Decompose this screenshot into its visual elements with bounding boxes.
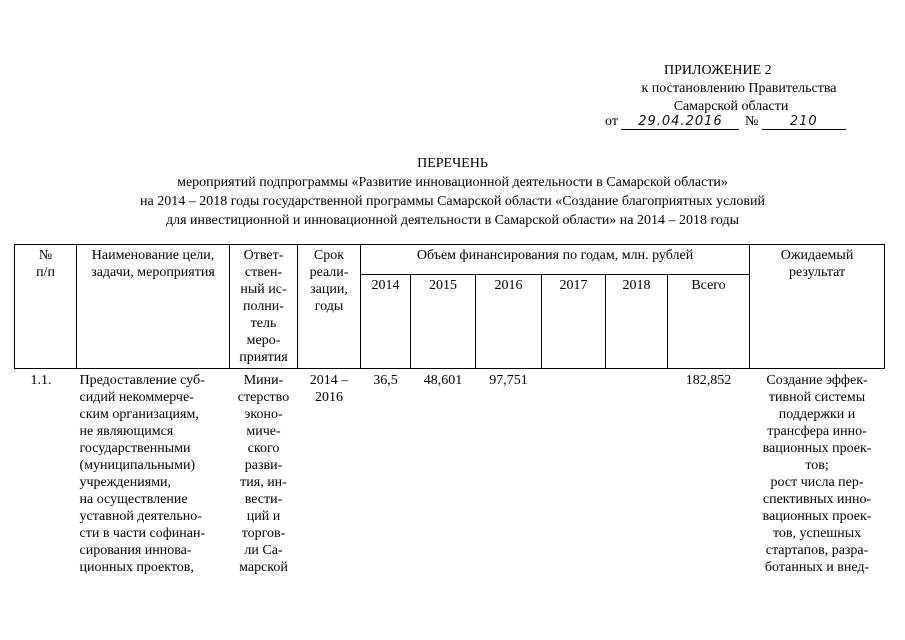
header-year-2018: 2018	[606, 275, 668, 369]
row-name: Предоставление суб- сидий некоммерче- ским организациям, не являющимся государственными (муниципальными) учреждениями, на осуществление уставной деятельно- сти в части софинан- сирования иннова- ционных проектов,	[79, 373, 206, 575]
handwritten-number: 210	[762, 114, 846, 130]
heading-line-3: для инвестиционной и инновационной деятельности в Самарской области» на 2014 – 2018 годы	[165, 213, 740, 228]
appendix-block	[560, 62, 900, 116]
table-row	[15, 369, 885, 579]
header-row-1	[15, 245, 885, 275]
header-name: Наименование цели, задачи, мероприятия	[77, 245, 230, 369]
row-value-2018	[606, 369, 668, 579]
appendix-date-number	[605, 114, 846, 130]
header-funding: Объем финансирования по годам, млн. рублей	[361, 245, 750, 275]
document-heading	[0, 154, 905, 230]
row-value-2017	[542, 369, 606, 579]
row-term: 2014 – 2016	[309, 373, 349, 405]
from-label: от	[605, 114, 618, 129]
header-term: Срок реали- зации, годы	[298, 245, 361, 369]
row-value-total: 182,852	[685, 373, 732, 388]
appendix-line-resolution: к постановлению Правительства	[641, 81, 837, 96]
header-year-2014: 2014	[361, 275, 411, 369]
heading-line-2: на 2014 – 2018 годы государственной программы Самарской области «Создание благоприятных условий	[140, 194, 765, 209]
handwritten-date: 29.04.2016	[621, 114, 739, 130]
heading-line-1: мероприятий подпрограммы «Развитие инновационной деятельности в Самарской области»	[177, 175, 728, 190]
measures-table	[14, 244, 885, 578]
heading-title: ПЕРЕЧЕНЬ	[417, 156, 488, 171]
row-executor: Мини- стерство эконо- миче- ского разви- тия, ин- вести- ций и торгов- ли Са- марской	[237, 373, 290, 575]
row-num: 1.1.	[30, 373, 52, 388]
header-year-2015: 2015	[411, 275, 476, 369]
appendix-title: ПРИЛОЖЕНИЕ 2	[664, 63, 772, 78]
header-executor: Ответ- ствен- ный ис- полни- тель меро- приятия	[230, 245, 298, 369]
number-label: №	[744, 114, 759, 129]
appendix-line-region: Самарской области	[673, 99, 789, 114]
header-year-2017: 2017	[542, 275, 606, 369]
row-value-2016: 97,751	[489, 373, 528, 388]
header-year-2016: 2016	[476, 275, 542, 369]
row-value-2015: 48,601	[423, 373, 463, 388]
header-num: № п/п	[15, 245, 77, 369]
header-result: Ожидаемый результат	[750, 245, 885, 369]
row-value-2014: 36,5	[373, 373, 398, 388]
header-total: Всего	[668, 275, 750, 369]
row-result: Создание эффек- тивной системы поддержки и трансфера инно- вационных проек- тов; рост числа пер- спективных инно- вационных проек- тов, успешных стартапов, разра- ботанных и внед-	[762, 373, 872, 575]
